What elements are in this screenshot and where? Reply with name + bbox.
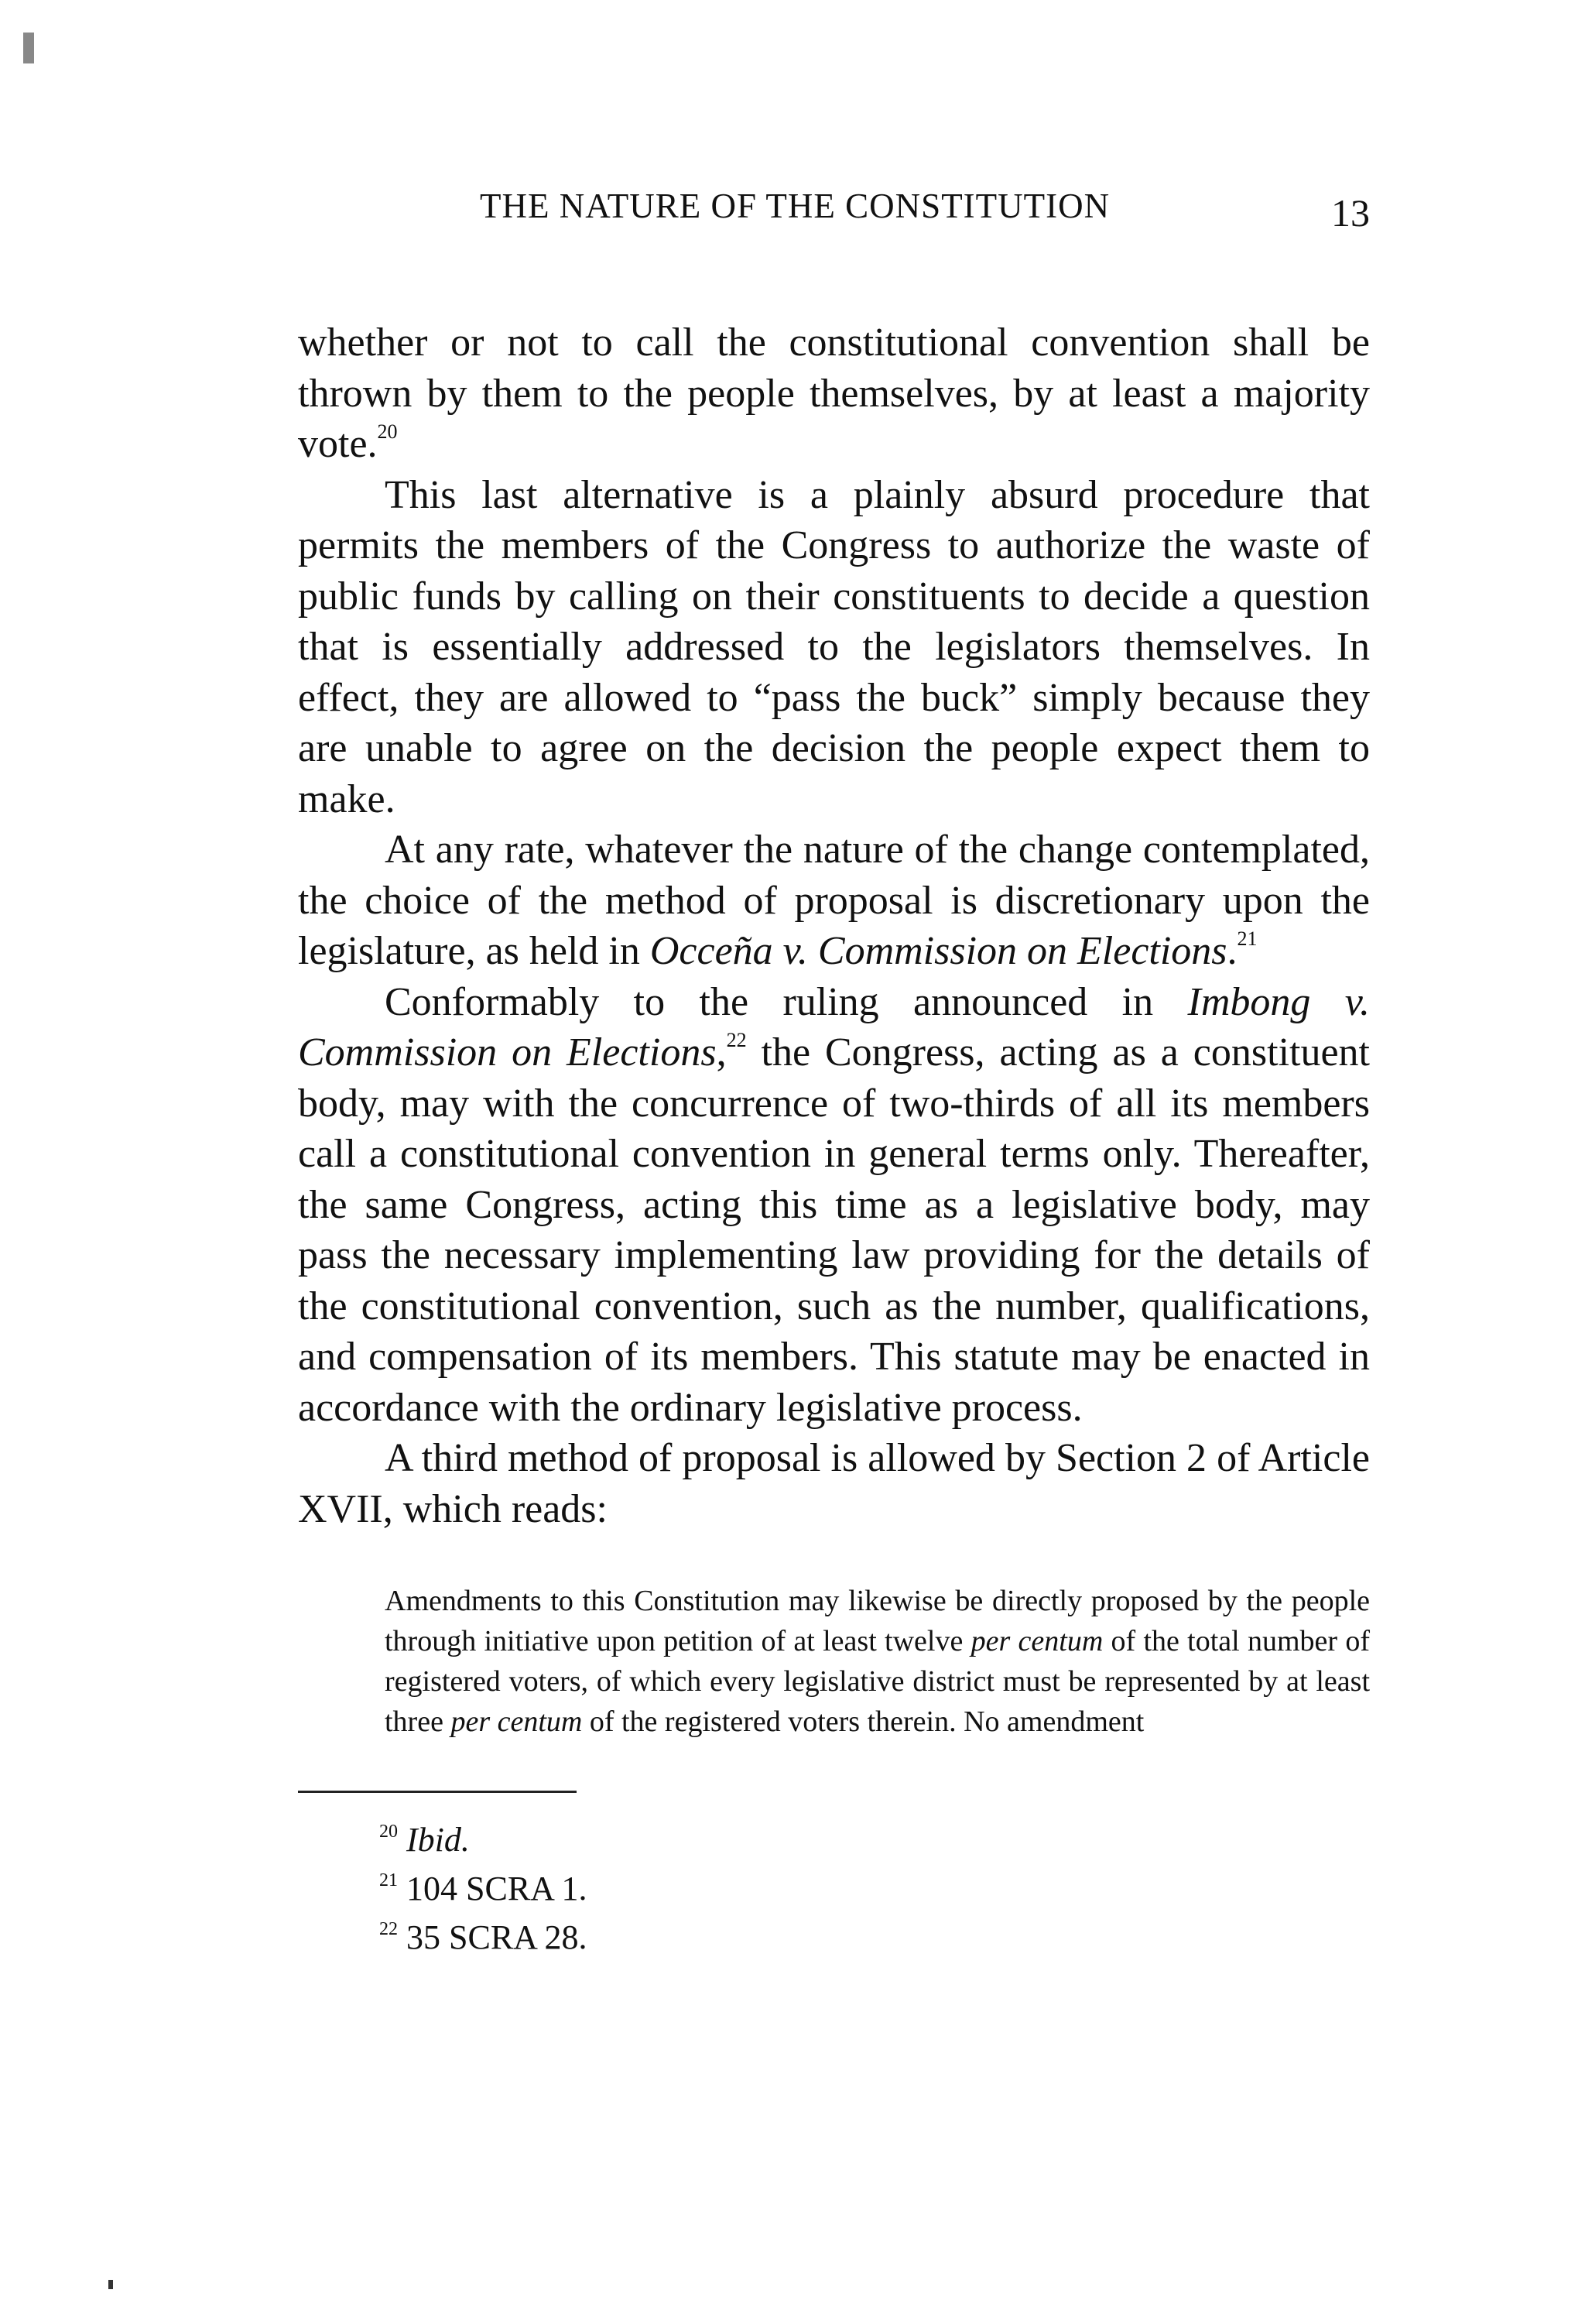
paragraph-2: This last alternative is a plainly absurd procedure that permits the members of the Congress to authorize the waste of public funds by calling on their constituents to decide a question that is essentially addressed to the legislators themselves. In effect, they are allowed to “pass the buck” simply because they are unable to agree on the decision the people expect them to make. (298, 472, 1370, 821)
scan-artifact (23, 33, 34, 63)
page-number: 13 (1331, 191, 1370, 235)
scan-artifact (108, 2280, 113, 2289)
footnote-21: $^{21}$ 104 SCRA 1. (379, 1870, 587, 1908)
body-text (298, 317, 1370, 1742)
footnote-divider (298, 1791, 577, 1793)
paragraph-5: A third method of proposal is allowed by Section 2 of Article XVII, which reads: (298, 1436, 1370, 1531)
footnote-ref-22: 22 (726, 1029, 747, 1051)
footnote-ref-21: 21 (1237, 927, 1258, 950)
block-quote: Amendments to this Constitution may likewise be directly proposed by the people through initiative upon petition of at least twelve per centum of the total number of registered voters, of which every legislative district must be represented by at least three per centum of the registered voters therein. No amendment (385, 1585, 1371, 1738)
footnote-22: $^{22}$ 35 SCRA 28. (379, 1918, 587, 1956)
footnote-ref-20: 20 (377, 420, 398, 443)
paragraph-1: whether or not to call the constitutional convention shall be thrown by them to the people themselves, by at least a majority vote.$^{20}$ (298, 320, 1370, 466)
footnote-20: $^{20}$ Ibid. (379, 1821, 470, 1859)
case-citation: Occeña v. Commission on Elections (649, 929, 1227, 973)
footnotes (379, 1815, 587, 1962)
paragraph-3: At any rate, whatever the nature of the change contemplated, the choice of the method of proposal is discretionary upon the legislature, as held in Occeña v. Commission on Elections.$^{21}$ (298, 828, 1370, 973)
case-citation: Imbong v. Commission on Elections (298, 979, 1370, 1075)
running-title: THE NATURE OF THE CONSTITUTION (480, 187, 1111, 225)
running-head (298, 186, 1370, 235)
paragraph-4: Conformably to the ruling announced in Imbong v. Commission on Elections,$^{22}$ the Congress, acting as a constituent body, may with the concurrence of two-thirds of all its members call a constitutional convention in general terms only. Thereafter, the same Congress, acting this time as a legislative body, may pass the necessary implementing law providing for the details of the constitutional convention, such as the number, qualifications, and compensation of its members. This statute may be enacted in accordance with the ordinary legislative process. (298, 979, 1370, 1430)
